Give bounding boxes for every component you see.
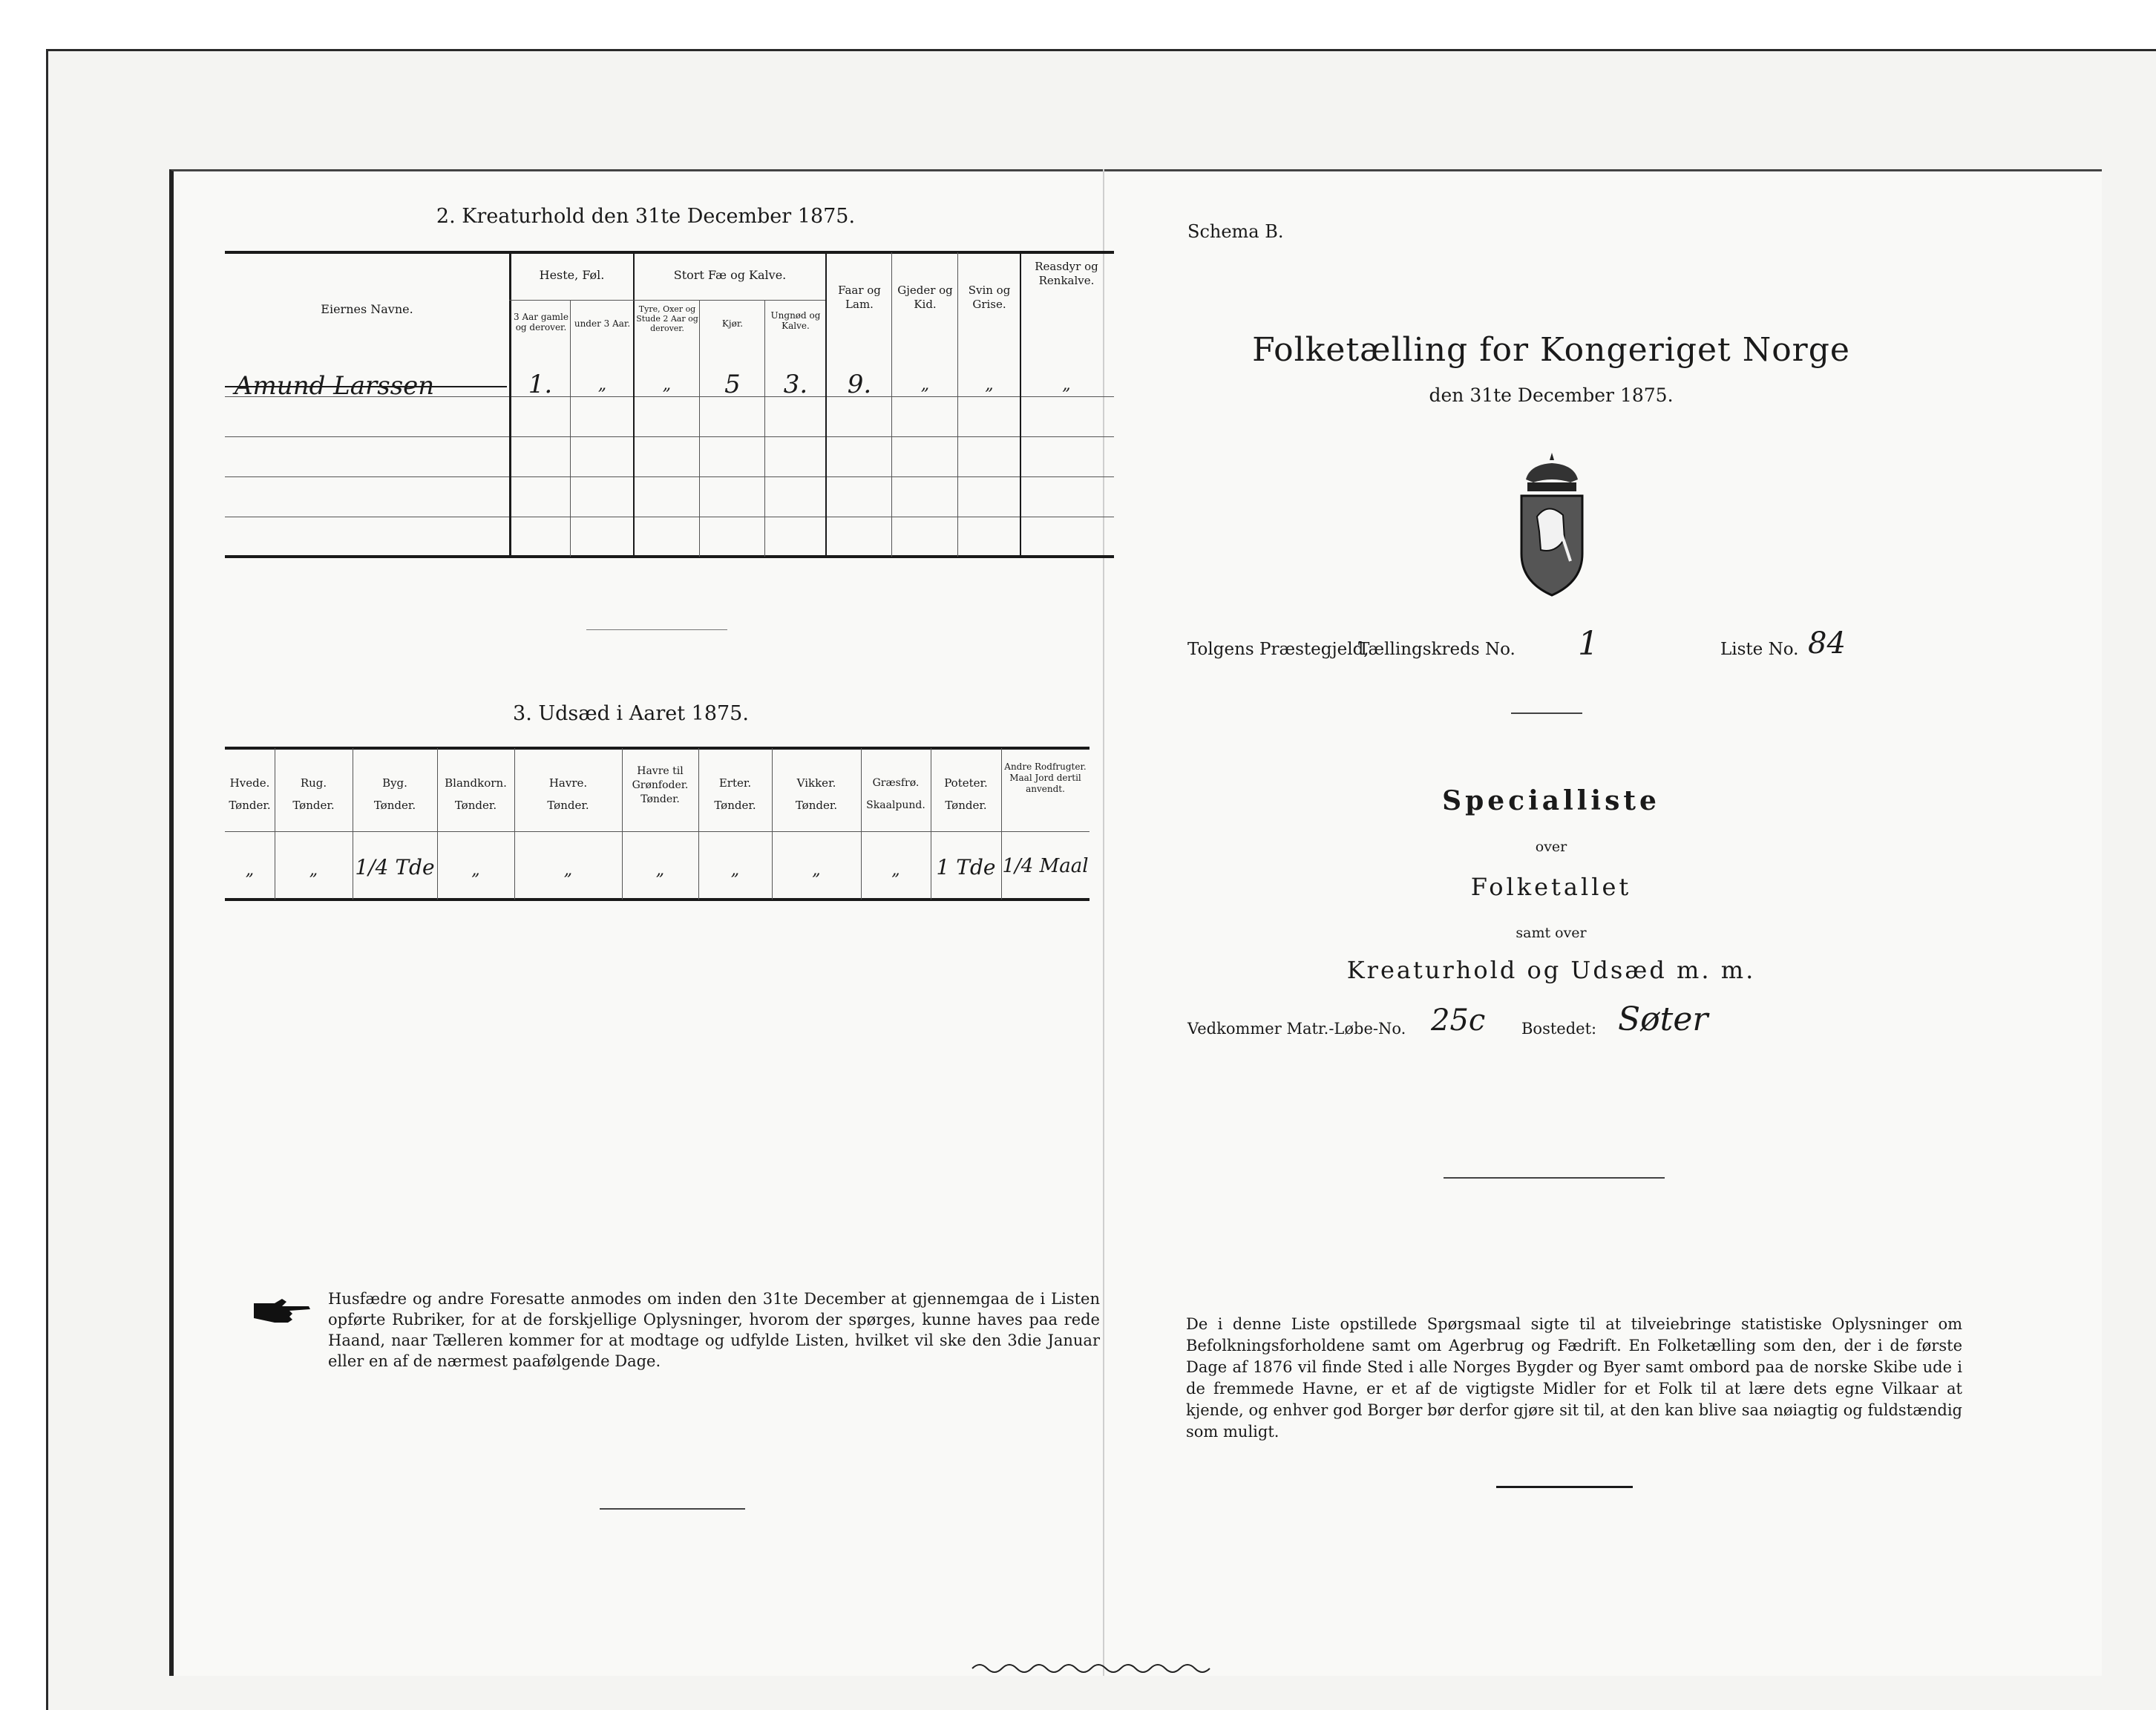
sow-peas: „	[730, 861, 740, 879]
page-title: Folketælling for Kongeriget Norge	[1252, 331, 1850, 369]
header-cattle: Stort Fæ og Kalve.	[673, 268, 787, 282]
bosted-label: Bostedet:	[1521, 1020, 1597, 1038]
col-line	[570, 301, 571, 557]
district-number: 1	[1578, 625, 1599, 663]
sow-oats: „	[563, 861, 573, 879]
separator	[600, 1508, 745, 1510]
page-fold	[1103, 169, 1104, 1676]
schema-label: Schema B.	[1187, 221, 1284, 242]
sow-potatoes: 1 Tde	[936, 855, 996, 879]
matr-label: Vedkommer Matr.-Løbe-No.	[1187, 1020, 1406, 1038]
district-label: Tællingskreds No.	[1358, 640, 1516, 659]
header-reindeer: Reasdyr og Renkalve.	[1035, 260, 1098, 287]
table-bottom-rule	[225, 555, 1114, 558]
sow-head-green-oats: Havre til Grønfoder. Tønder.	[632, 765, 689, 805]
header-goats: Gjeder og Kid.	[897, 284, 953, 311]
sow-head-grass: Græsfrø. Skaalpund.	[866, 777, 925, 811]
cell-horses-young: „	[597, 376, 607, 394]
header-pigs: Svin og Grise.	[968, 284, 1011, 311]
header-cattle-cows: Kjør.	[721, 318, 744, 329]
header-horses: Heste, Føl.	[539, 268, 605, 282]
row-line	[225, 436, 1114, 437]
special-list-title: Specialliste	[1442, 785, 1660, 816]
sow-barley: 1/4 Tde	[355, 855, 435, 879]
separator	[586, 629, 727, 630]
sow-head-oats: Havre. Tønder.	[547, 776, 589, 812]
owner-name: Amund Larssen	[235, 371, 435, 401]
sow-wheat: „	[245, 861, 255, 879]
pointing-hand-icon	[252, 1296, 312, 1326]
sow-green-oats: „	[655, 861, 665, 879]
col-line	[891, 252, 892, 557]
page-subtitle: den 31te December 1875.	[1429, 384, 1674, 406]
col-line	[957, 252, 958, 557]
sow-head-wheat: Hvede. Tønder.	[229, 776, 271, 812]
sowing-title: 3. Udsæd i Aaret 1875.	[513, 702, 749, 725]
livestock-title: 2. Kreaturhold den 31te December 1875.	[436, 205, 856, 228]
cell-sheep: 9.	[847, 370, 872, 399]
sow-rye: „	[309, 861, 318, 879]
bosted-value: Søter	[1618, 1000, 1708, 1038]
bottom-scribble	[972, 1660, 1225, 1674]
header-sheep: Faar og Lam.	[838, 284, 881, 311]
table-top-rule	[225, 251, 1114, 254]
separator	[1496, 1486, 1633, 1488]
parish-name: Tolgens Præstegjeld,	[1187, 640, 1369, 659]
kreaturhold-label: Kreaturhold og Udsæd m. m.	[1346, 956, 1756, 984]
list-number: 84	[1808, 626, 1846, 661]
cell-bulls: „	[662, 376, 672, 394]
sow-head-mixed: Blandkorn. Tønder.	[445, 776, 507, 812]
sow-head-peas: Erter. Tønder.	[714, 776, 756, 812]
separator	[1444, 1177, 1665, 1179]
over-label: over	[1535, 839, 1567, 855]
coat-of-arms-icon	[1511, 450, 1593, 598]
sow-head-barley: Byg. Tønder.	[373, 776, 416, 812]
col-line	[764, 301, 765, 557]
subheader-line	[633, 300, 825, 301]
header-cattle-bulls: Tyre, Oxer og Stude 2 Aar og derover.	[636, 304, 698, 333]
footer-text: De i denne Liste opstillede Spørgsmaal sigte til at tilveiebringe statistiske Oplysninger om Befolkningsforholdene samt om Agerbrug og Fædrift. En Folketælling som den, der i de første Dage af 1876 vil finde Sted i alle Norges Bygder og Byer samt ombord paa de norske Skibe ude i de fremmede Havne, er et af de vigtigste Midler for et Folk til at lære dets egne Vilkaar at kjende, og enhver god Borger bør derfor gjøre sit til, at den kan blive saa nøiagtig og fuldstændig som muligt.	[1186, 1315, 1962, 1441]
sow-head-potatoes: Poteter. Tønder.	[944, 776, 988, 812]
sow-grass: „	[891, 861, 900, 879]
sow-head-rye: Rug. Tønder.	[292, 776, 335, 812]
col-line	[825, 252, 827, 557]
col-line	[1020, 252, 1021, 557]
header-horses-young: under 3 Aar.	[574, 318, 631, 329]
notice-text: Husfædre og andre Foresatte anmodes om inden den 31te December at gjennemgaa de i Listen opførte Rubriker, for at de forskjellige Oplysninger, hvorom der spørges, kunne haves paa rede Haand, naar Tælleren kommer for at modtage og udfylde Listen, hvilket vil ske den 3die Januar eller en af de nærmest paafølgende Dage.	[328, 1290, 1100, 1370]
row-line	[225, 476, 1114, 477]
header-cattle-young: Ungnød og Kalve.	[770, 310, 821, 331]
list-label: Liste No.	[1720, 640, 1799, 659]
samt-over-label: samt over	[1516, 925, 1587, 941]
subheader-line	[509, 300, 633, 301]
separator	[1511, 712, 1582, 714]
header-owner: Eiernes Navne.	[321, 302, 413, 316]
cell-horses-adult: 1.	[528, 370, 553, 399]
folketallet-label: Folketallet	[1470, 873, 1632, 901]
col-line	[699, 301, 700, 557]
cell-calves: 3.	[783, 370, 808, 399]
col-line	[633, 252, 635, 557]
header-horses-adult: 3 Aar gamle og derover.	[514, 312, 569, 332]
sow-mixed: „	[471, 861, 480, 879]
cell-cows: 5	[724, 370, 741, 399]
sow-roots: 1/4 Maal	[1002, 855, 1089, 877]
cell-goats: „	[920, 376, 930, 394]
sow-vetch: „	[812, 861, 821, 879]
cell-reindeer: „	[1062, 376, 1071, 394]
matr-number: 25c	[1431, 1003, 1486, 1038]
sow-head-vetch: Vikker. Tønder.	[795, 776, 838, 812]
sow-head-roots: Andre Rodfrugter. Maal Jord dertil anvendt.	[1004, 761, 1087, 794]
cell-pigs: „	[985, 376, 994, 394]
col-line	[509, 252, 511, 557]
